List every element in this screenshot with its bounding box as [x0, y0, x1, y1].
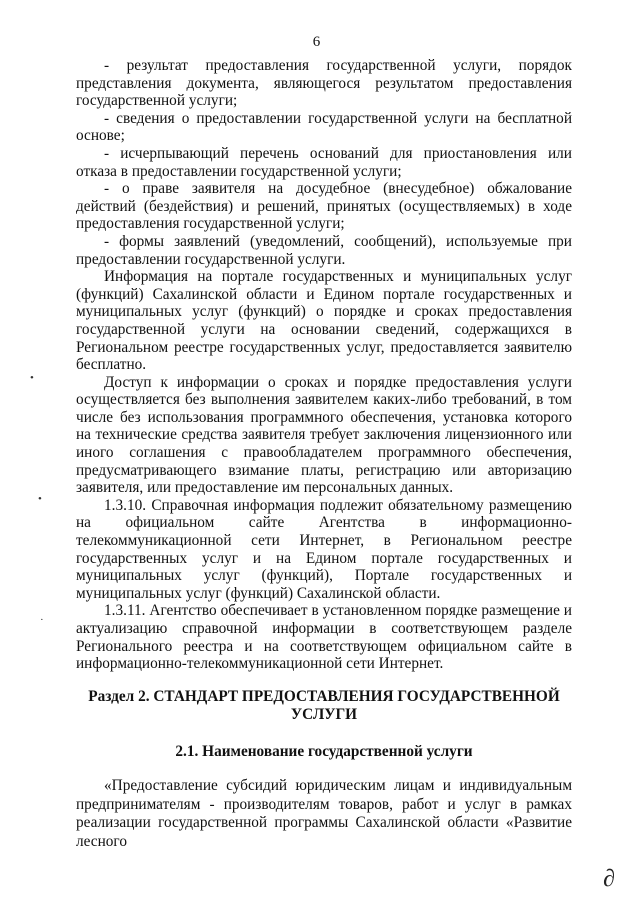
- margin-speck: •: [38, 493, 42, 505]
- page-number: 6: [312, 34, 321, 50]
- handwritten-mark: ∂: [603, 866, 615, 892]
- paragraph-service-name: «Предоставление субсидий юридическим лицам и индивидуальным предпринимателям - производителям товаров, работ и услуг в рамках реализации государственной программы Сахалинской области «Развитие лесного: [76, 777, 572, 850]
- subsection-heading: 2.1. Наименование государственной услуги: [175, 743, 473, 760]
- paragraph-free-basis: - сведения о предоставлении государственной услуги на бесплатной основе;: [76, 109, 572, 145]
- paragraph-access-info: Доступ к информации о сроках и порядке предоставления услуги осуществляется без выполнения заявителем каких-либо требований, в том числе без использования программного обеспечения, установка которого на технические средства заявителя требует заключения лицензионного или иного соглашения с правообладателем программного обеспечения, предусматривающего взимание платы, регистрацию или авторизацию заявителя, или предоставление им персональных данных.: [76, 373, 572, 497]
- paragraph-1-3-10: 1.3.10. Справочная информация подлежит обязательному размещению на официальном сайте Агентства в информационно-телекоммуникационной сети Интернет, в Региональном реестре государственных услуг и на Едином портале государственных и муниципальных услуг (функций), Портале государственных и муниципальных услуг (функций) Сахалинской области.: [76, 496, 572, 602]
- paragraph-portal-info: Информация на портале государственных и муниципальных услуг (функций) Сахалинской области и Едином портале государственных и муниципальных услуг (функций) о порядке и сроках предоставления государственной услуги на основании сведений, содержащихся в Региональном реестре государственных услуг, предоставляется заявителю бесплатно.: [76, 268, 572, 374]
- paragraph-appeal-right: - о праве заявителя на досудебное (внесудебное) обжалование действий (бездействия) и решений, принятых (осуществляемых) в ходе предоставления государственной услуги;: [76, 180, 572, 233]
- margin-speck: •: [30, 372, 34, 384]
- margin-speck: ·: [40, 614, 44, 626]
- body-text-upper: [76, 57, 572, 673]
- paragraph-1-3-11: 1.3.11. Агентство обеспечивает в установленном порядке размещение и актуализацию справочной информации в соответствующем разделе Регионального реестра и на соответствующем официальном сайте в информационно-телекоммуникационной сети Интернет.: [76, 602, 572, 673]
- paragraph-grounds-list: - исчерпывающий перечень оснований для приостановления или отказа в предоставлении государственной услуги;: [76, 144, 572, 180]
- paragraph-result: - результат предоставления государственной услуги, порядок представления документа, являющегося результатом предоставления государственной услуги;: [76, 57, 572, 110]
- body-text-lower: [76, 777, 572, 851]
- section-heading: Раздел 2. СТАНДАРТ ПРЕДОСТАВЛЕНИЯ ГОСУДАРСТВЕННОЙ УСЛУГИ: [88, 688, 560, 723]
- paragraph-forms: - формы заявлений (уведомлений, сообщений), используемые при предоставлении государственной услуги.: [76, 232, 572, 268]
